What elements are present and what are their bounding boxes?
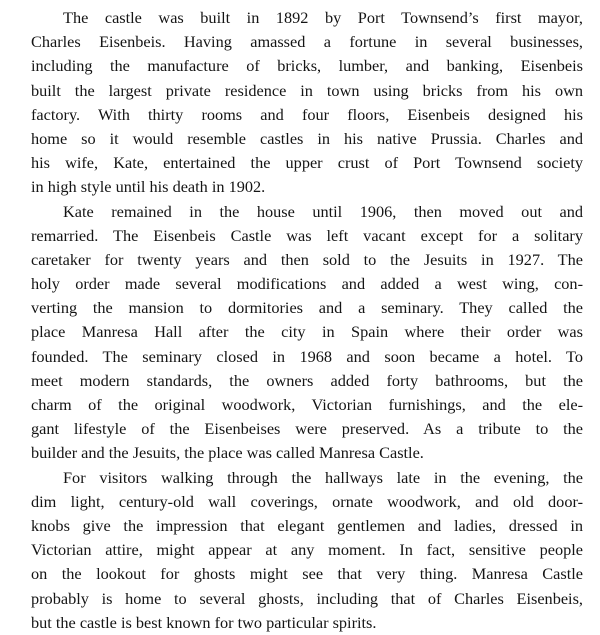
text-line: probably is home to several ghosts, including that of Charles Eisenbeis, [31, 588, 583, 608]
text-line: verting the mansion to dormitories and a seminary. They called the [31, 298, 583, 318]
text-line: gant lifestyle of the Eisenbeises were preserved. As a tribute to the [31, 419, 583, 439]
text-line: place Manresa Hall after the city in Spain where their order was [31, 322, 583, 342]
text-line: dim light, century-old wall coverings, ornate woodwork, and old door- [31, 491, 583, 511]
text-line: builder and the Jesuits, the place was called Manresa Castle. [31, 443, 424, 463]
text-line: holy order made several modifications and added a west wing, con- [31, 274, 583, 294]
text-line: including the manufacture of bricks, lumber, and banking, Eisenbeis [31, 56, 583, 76]
text-line: Charles Eisenbeis. Having amassed a fortune in several businesses, [31, 32, 583, 52]
text-line: factory. With thirty rooms and four floors, Eisenbeis designed his [31, 104, 583, 124]
text-line: but the castle is best known for two particular spirits. [31, 612, 377, 632]
paragraph-ghosts [31, 466, 583, 635]
text-line: founded. The seminary closed in 1968 and soon became a hotel. To [31, 346, 583, 366]
text-line: in high style until his death in 1902. [31, 177, 266, 197]
text-line: home so it would resemble castles in his native Prussia. Charles and [31, 128, 583, 148]
text-line: on the lookout for ghosts might see that very thing. Manresa Castle [31, 564, 583, 584]
text-line: his wife, Kate, entertained the upper crust of Port Townsend society [31, 153, 583, 173]
text-line: remarried. The Eisenbeis Castle was left vacant except for a solitary [31, 225, 583, 245]
text-line: built the largest private residence in town using bricks from his own [31, 80, 583, 100]
text-line: Kate remained in the house until 1906, then moved out and [63, 201, 583, 221]
text-line: caretaker for twenty years and then sold to the Jesuits in 1927. The [31, 249, 583, 269]
body-text [31, 6, 583, 635]
text-line: knobs give the impression that elegant gentlemen and ladies, dressed in [31, 515, 583, 535]
text-line: meet modern standards, the owners added forty bathrooms, but the [31, 370, 583, 390]
paragraph-kate-and-jesuits [31, 200, 583, 466]
text-line: Victorian attire, might appear at any moment. In fact, sensitive people [31, 540, 583, 560]
paragraph-castle-history [31, 6, 583, 200]
text-line: The castle was built in 1892 by Port Townsend’s first mayor, [63, 8, 583, 27]
text-line: For visitors walking through the hallways late in the evening, the [63, 467, 583, 487]
text-line: charm of the original woodwork, Victorian furnishings, and the ele- [31, 395, 583, 414]
